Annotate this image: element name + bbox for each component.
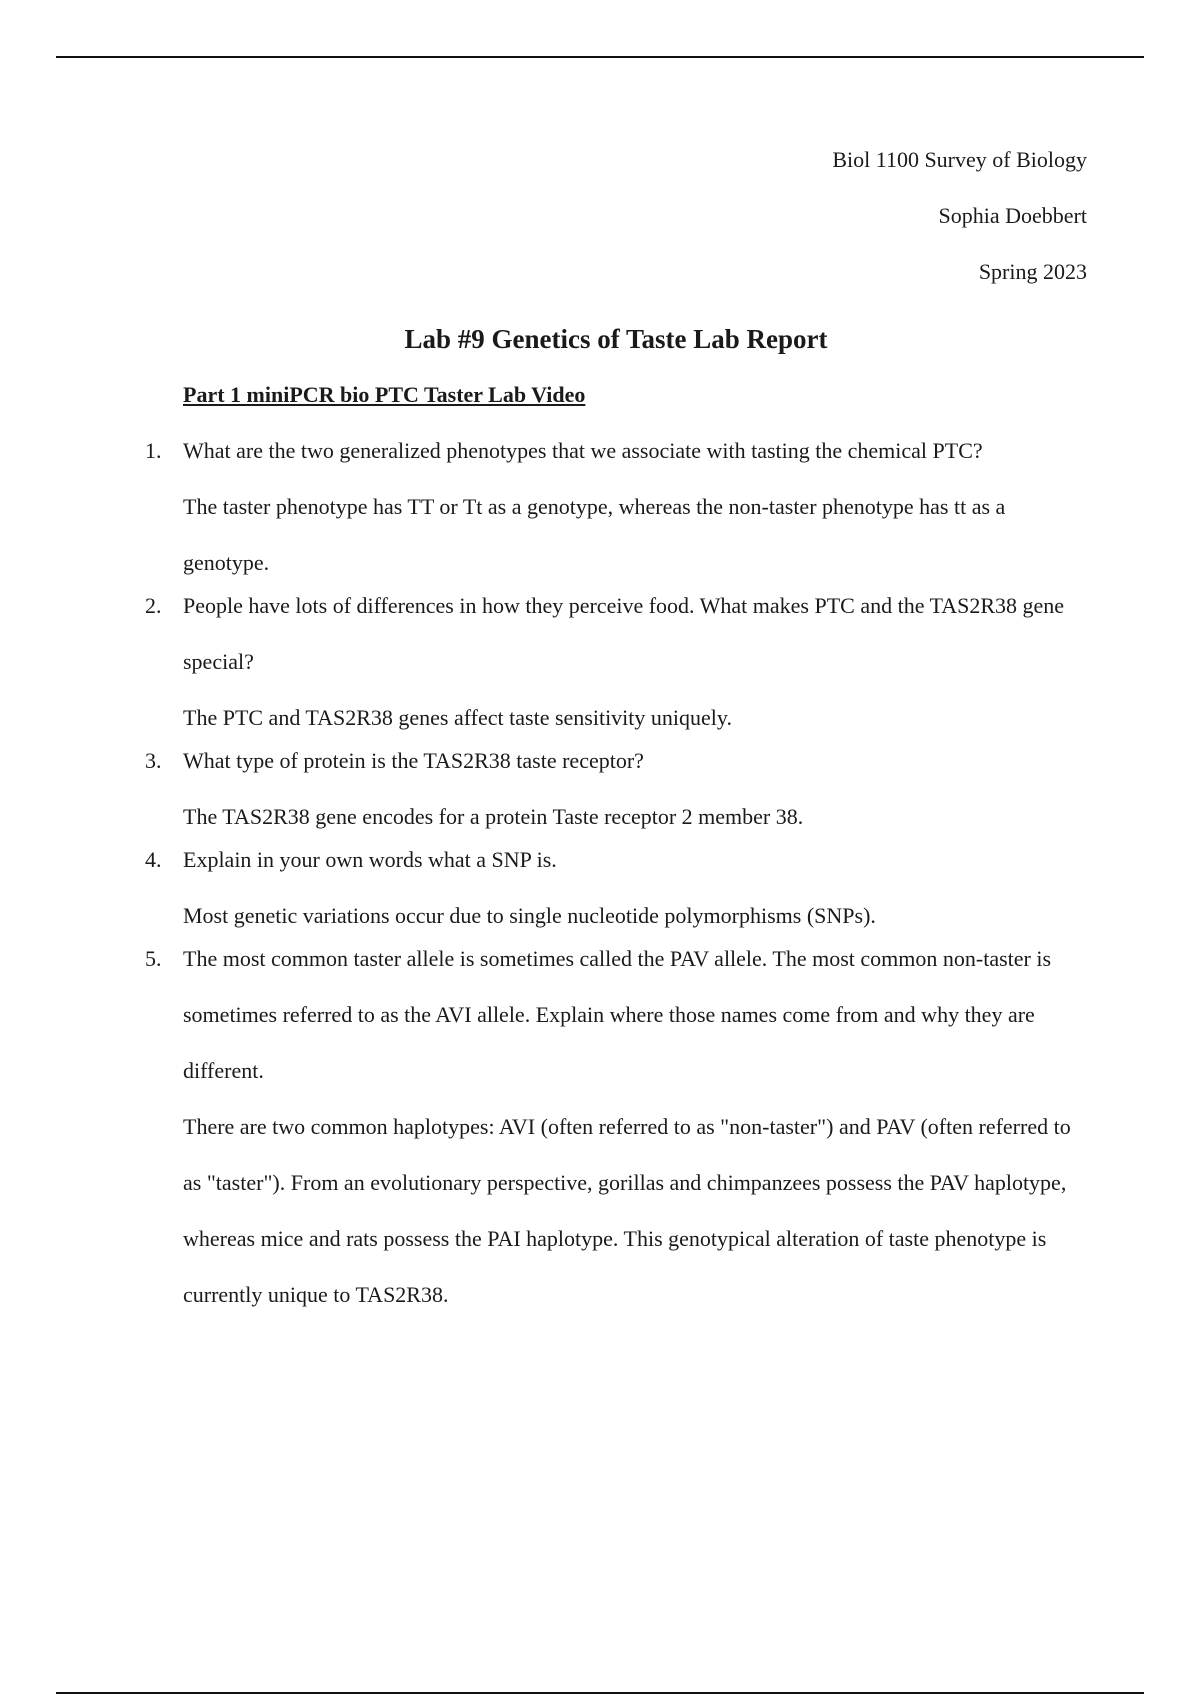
question-item-1 bbox=[145, 436, 1087, 591]
term: Spring 2023 bbox=[978, 259, 1087, 284]
question-item-4 bbox=[145, 845, 1087, 944]
answer-text: The taster phenotype has TT or Tt as a genotype, whereas the non-taster phenotype has tt as a genotype. bbox=[183, 494, 1006, 575]
question-number: 2. bbox=[145, 593, 162, 618]
question-number: 5. bbox=[145, 946, 162, 971]
answer-text: The PTC and TAS2R38 genes affect taste sensitivity uniquely. bbox=[183, 705, 732, 730]
question-list bbox=[145, 436, 1087, 1323]
question-number: 4. bbox=[145, 847, 162, 872]
part-heading: Part 1 miniPCR bio PTC Taster Lab Video bbox=[183, 382, 586, 407]
author-name: Sophia Doebbert bbox=[938, 203, 1087, 228]
question-text: What are the two generalized phenotypes that we associate with tasting the chemical PTC? bbox=[183, 438, 983, 463]
question-item-2 bbox=[145, 591, 1087, 746]
answer-text: The TAS2R38 gene encodes for a protein Taste receptor 2 member 38. bbox=[183, 804, 804, 829]
course-name: Biol 1100 Survey of Biology bbox=[832, 147, 1087, 172]
question-number: 1. bbox=[145, 438, 162, 463]
bottom-rule bbox=[56, 1692, 1144, 1694]
document-body bbox=[145, 144, 1087, 1323]
question-text: The most common taster allele is sometimes called the PAV allele. The most common non-taster is sometimes referred to as the AVI allele. Explain where those names come from and why they are different. bbox=[183, 946, 1052, 1083]
answer-text: There are two common haplotypes: AVI (often referred to as "non-taster") and PAV (often referred to as "taster"). From an evolutionary perspective, gorillas and chimpanzees possess the PAV haplotype, whereas mice and rats possess the PAI haplotype. This genotypical alteration of taste phenotype is currently unique to TAS2R38. bbox=[183, 1114, 1071, 1307]
answer-text: Most genetic variations occur due to single nucleotide polymorphisms (SNPs). bbox=[183, 903, 876, 928]
question-number: 3. bbox=[145, 748, 162, 773]
report-title: Lab #9 Genetics of Taste Lab Report bbox=[404, 324, 828, 354]
question-text: People have lots of differences in how they perceive food. What makes PTC and the TAS2R38 gene special? bbox=[183, 593, 1065, 674]
question-text: Explain in your own words what a SNP is. bbox=[183, 847, 557, 872]
question-text: What type of protein is the TAS2R38 taste receptor? bbox=[183, 748, 644, 773]
question-item-5 bbox=[145, 944, 1087, 1323]
top-rule bbox=[56, 56, 1144, 58]
question-item-3 bbox=[145, 746, 1087, 845]
